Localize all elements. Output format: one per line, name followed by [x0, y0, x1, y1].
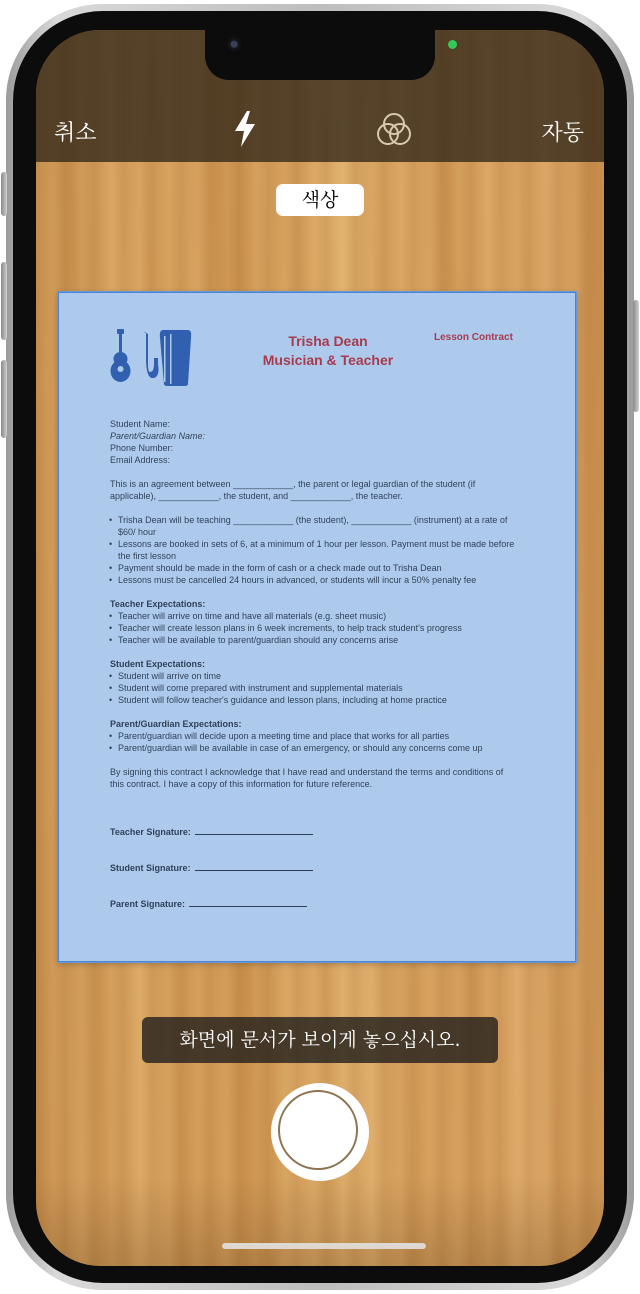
document-name: Trisha Dean	[288, 333, 368, 349]
color-filters-icon[interactable]	[376, 112, 412, 148]
list-item-text: • Parent/guardian will be available in case of an emergency, or should any concerns come up	[118, 743, 483, 753]
list-item-text: • Teacher will be available to parent/guardian should any concerns arise	[118, 635, 399, 645]
document-subtitle: Musician & Teacher	[262, 352, 394, 368]
shutter-ring	[278, 1090, 358, 1170]
document-label: Lesson Contract	[434, 332, 513, 343]
closing-line: By signing this contract I acknowledge that I have read and understand the terms and conditions of	[110, 767, 504, 777]
flash-icon[interactable]	[232, 110, 258, 148]
action-button	[1, 172, 7, 216]
wood-shadow	[36, 1176, 604, 1266]
camera-scanner-screen	[36, 30, 604, 1266]
list-item-text: • Lessons must be cancelled 24 hours in advanced, or students will incur a 50% penalty fee	[118, 575, 477, 585]
power-button	[633, 300, 639, 412]
cancel-button[interactable]: 취소	[54, 121, 97, 146]
list-item-text: • Student will arrive on time	[118, 671, 222, 681]
list-item-text: • Teacher will create lesson plans in 6 week increments, to help track student's progress	[118, 623, 462, 633]
list-item-text: • Parent/guardian will decide upon a meeting time and place that works for all parties	[118, 731, 450, 741]
section-heading: Teacher Expectations:	[110, 599, 206, 609]
list-item-text: • Teacher will arrive on time and have all materials (e.g. sheet music)	[118, 611, 387, 621]
list-item-text: • Payment should be made in the form of cash or a check made out to Trisha Dean	[118, 563, 442, 573]
list-item-text: • Lessons are booked in sets of 6, at a minimum of 1 hour per lesson. Payment must be made before the first lesson	[118, 539, 515, 561]
detected-document	[58, 292, 576, 962]
document-detection-overlay	[58, 292, 576, 962]
field-email: Email Address:	[110, 455, 171, 465]
list-item-text: • Trisha Dean will be teaching ____________ (the student), ____________ (instrument) at a rate of $60/ hour	[118, 515, 508, 537]
list-item-text: • Student will follow teacher's guidance and lesson plans, including at home practice	[118, 695, 447, 705]
camera-in-use-indicator	[448, 40, 457, 49]
intro-line: applicable), ____________, the student, and ____________, the teacher.	[110, 491, 403, 501]
list-item-text: • Student will come prepared with instrument and supplemental materials	[118, 683, 403, 693]
field-student-name: Student Name:	[110, 419, 171, 429]
front-camera-icon	[226, 37, 244, 55]
positioning-hint: 화면에 문서가 보이게 놓으십시오.	[142, 1017, 498, 1063]
signature-label: Student Signature:	[110, 863, 191, 873]
filter-badge: 색상	[276, 184, 364, 216]
signature-label: Parent Signature:	[110, 899, 186, 909]
field-parent-name: Parent/Guardian Name:	[110, 431, 206, 441]
shutter-button[interactable]	[271, 1083, 369, 1181]
notch	[205, 30, 435, 80]
signature-label: Teacher Signature:	[110, 827, 191, 837]
field-phone: Phone Number:	[110, 443, 174, 453]
volume-down-button	[1, 360, 7, 438]
section-heading: Parent/Guardian Expectations:	[110, 719, 242, 729]
closing-line: this contract. I have a copy of this information for future reference.	[110, 779, 373, 789]
section-heading: Student Expectations:	[110, 659, 206, 669]
auto-capture-toggle[interactable]: 자동	[541, 121, 584, 146]
volume-up-button	[1, 262, 7, 340]
intro-line: This is an agreement between ____________, the parent or legal guardian of the student (if	[110, 479, 476, 489]
